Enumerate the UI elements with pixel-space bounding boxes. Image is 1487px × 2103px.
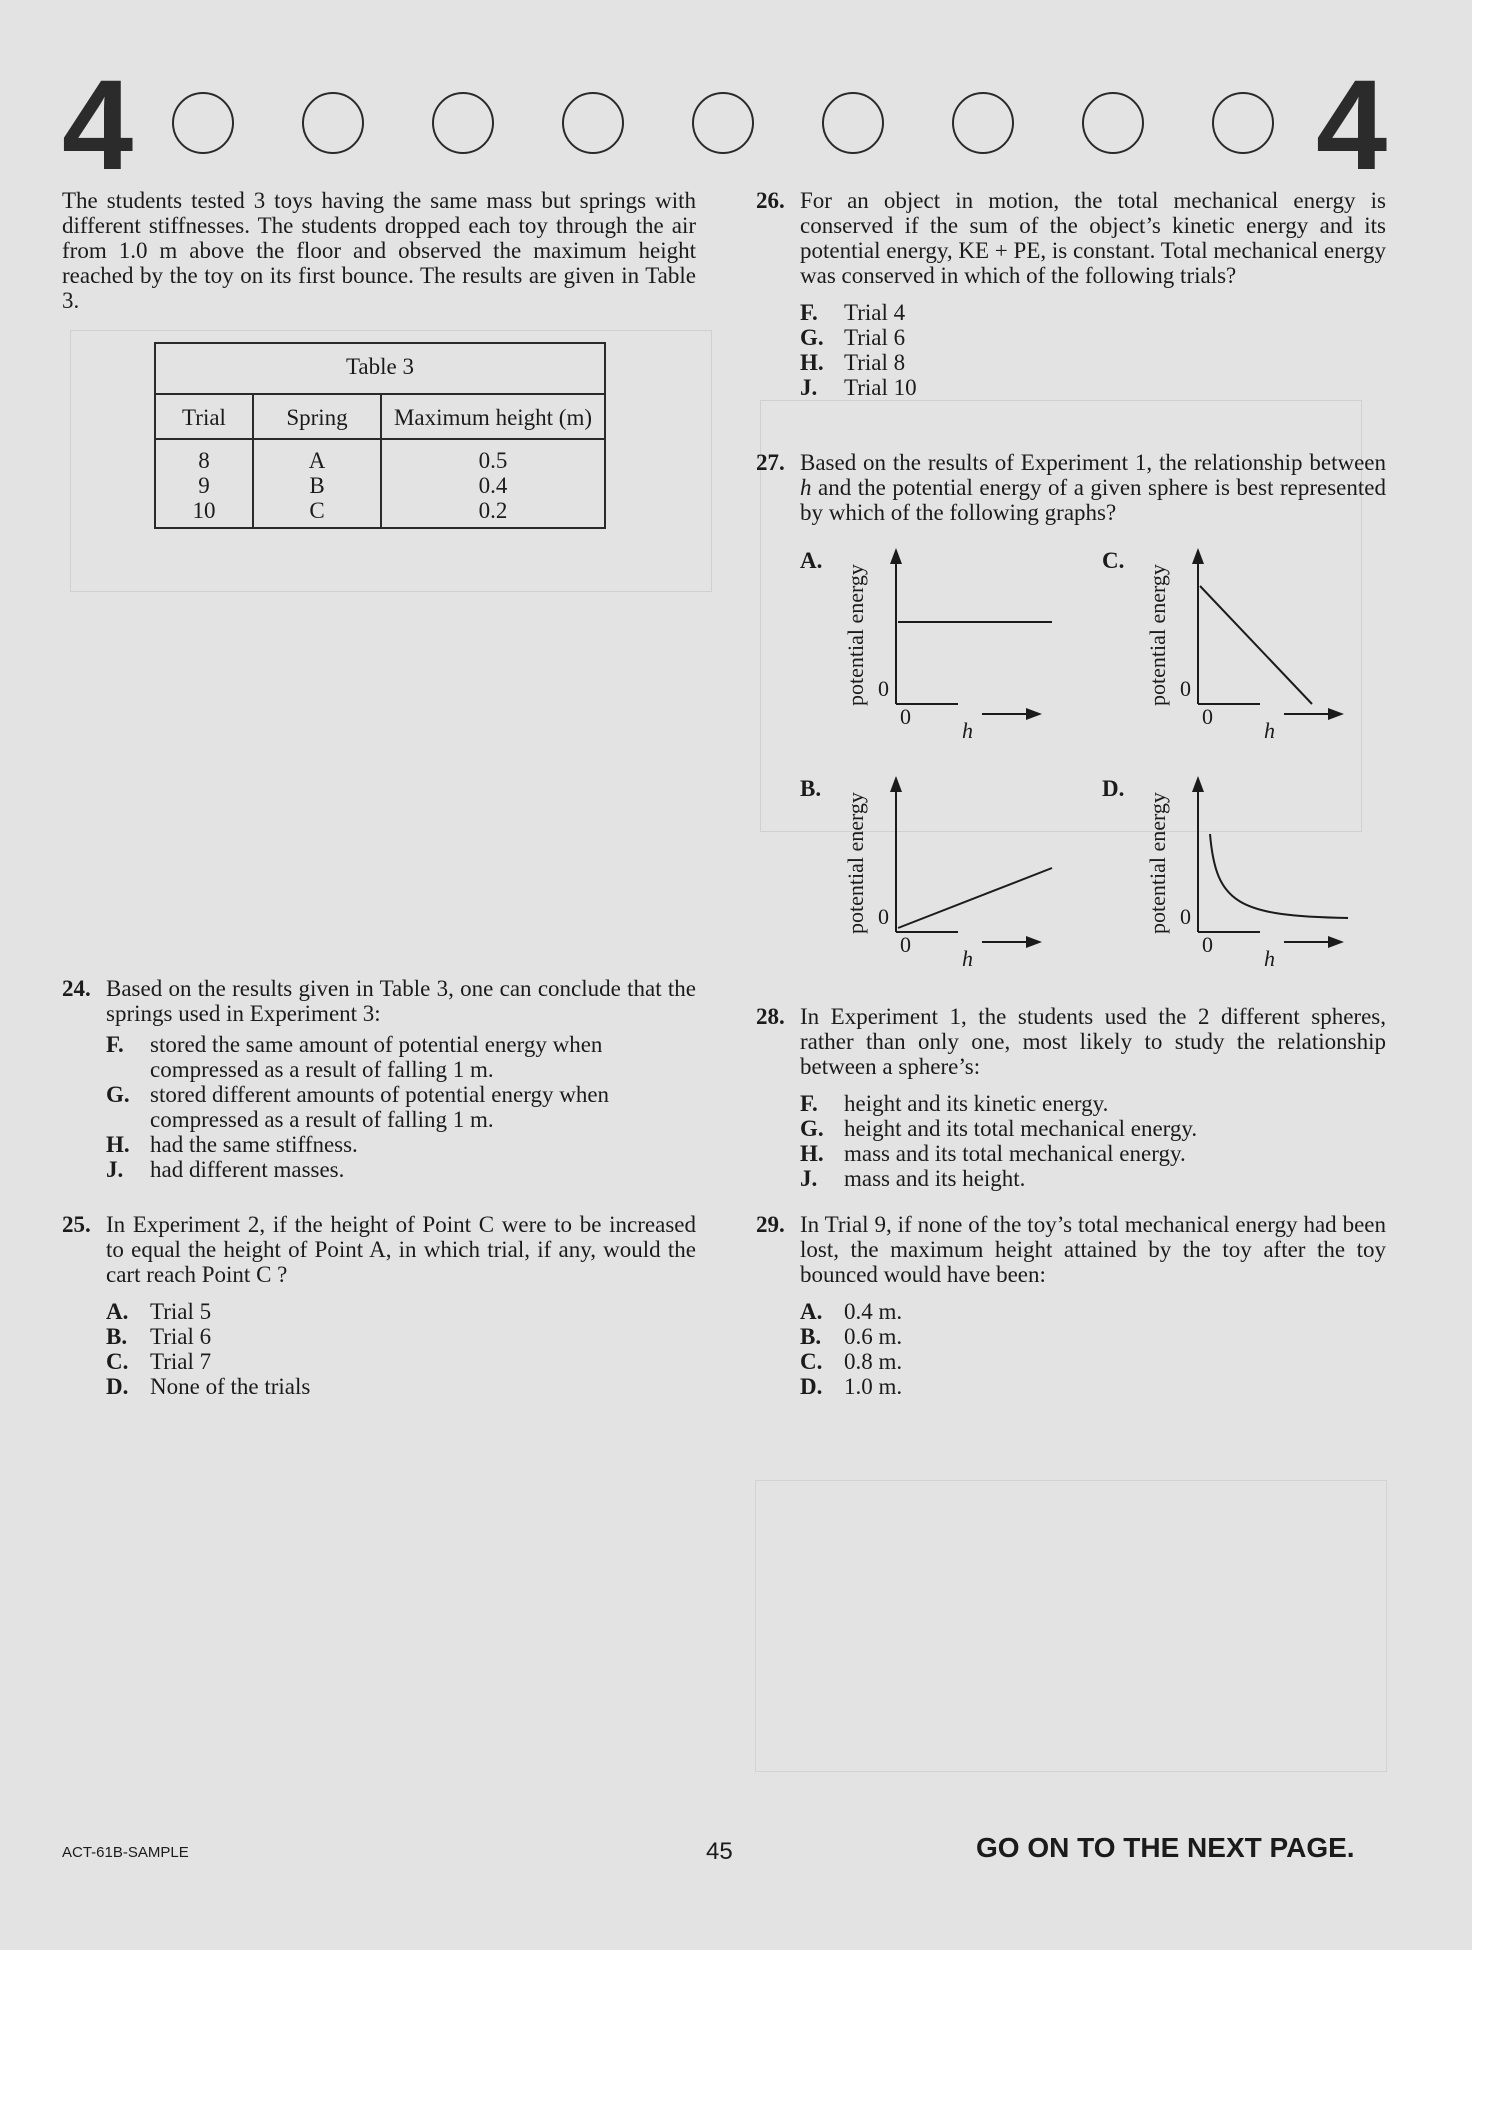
table-cell: A — [308, 448, 326, 473]
question-29 — [756, 1212, 1386, 1399]
question-25 — [62, 1212, 696, 1399]
header-circle — [1082, 92, 1144, 154]
table-3 — [154, 342, 606, 529]
y-axis-label: potential energy — [843, 564, 868, 706]
table-column-spring — [253, 439, 381, 528]
next-page-instruction: GO ON TO THE NEXT PAGE. — [976, 1832, 1355, 1863]
answer-option-j[interactable]: J. Trial 10 — [800, 375, 917, 400]
answer-option-g[interactable]: G. height and its total mechanical energy. — [800, 1116, 1198, 1141]
table-cell: 0.4 — [478, 473, 508, 498]
table-cell: 9 — [198, 473, 210, 498]
answer-option-f[interactable]: F. Trial 4 — [800, 300, 906, 325]
graph-option-a-letter[interactable]: A. — [800, 548, 823, 573]
question-stem: Based on the results given in Table 3, one can conclude that the springs used in Experiment 3: — [106, 976, 696, 1026]
answer-option-h[interactable]: H. had the same stiffness. — [106, 1132, 358, 1157]
header-circle — [172, 92, 234, 154]
header-circle — [562, 92, 624, 154]
header-circle — [302, 92, 364, 154]
graph-option-d[interactable] — [1138, 768, 1378, 968]
section-number-left: 4 — [62, 54, 134, 197]
question-stem: Based on the results of Experiment 1, the relationship between h and the potential energy of a given sphere is best represented by which of the following graphs? — [800, 450, 1386, 525]
x-axis-label: h — [1264, 946, 1275, 968]
table-cell: 0.5 — [478, 448, 508, 473]
question-number: 29. — [756, 1212, 785, 1237]
passage-text: The students tested 3 toys having the same mass but springs with different stiffnesses. The students dropped each toy through the air from 1.0 m above the floor and observed the maximum height reached by the toy on its first bounce. The results are given in Table 3. — [62, 188, 696, 313]
table-cell: 10 — [192, 498, 216, 523]
header-circle — [1212, 92, 1274, 154]
answer-option-j[interactable]: J. had different masses. — [106, 1157, 345, 1182]
table-cell: 8 — [198, 448, 210, 473]
graph-option-b-letter[interactable]: B. — [800, 776, 822, 801]
column-header-spring: Spring — [253, 394, 381, 439]
answer-option-a[interactable]: A. 0.4 m. — [800, 1299, 903, 1324]
header-circle — [822, 92, 884, 154]
question-number: 27. — [756, 450, 785, 475]
question-stem: For an object in motion, the total mechanical energy is conserved if the sum of the object’s kinetic energy and its potential energy, KE + PE, is constant. Total mechanical energy was conserved in which of the following trials? — [800, 188, 1386, 288]
table-column-trial — [155, 439, 253, 528]
answer-option-h[interactable]: H. Trial 8 — [800, 350, 906, 375]
origin-y-label: 0 — [1180, 904, 1191, 929]
answer-option-d[interactable]: D. 1.0 m. — [800, 1374, 903, 1399]
answer-option-b[interactable]: B. Trial 6 — [106, 1324, 212, 1349]
answer-option-c[interactable]: C. 0.8 m. — [800, 1349, 903, 1374]
graph-option-c-letter[interactable]: C. — [1102, 548, 1125, 573]
y-axis-label: potential energy — [1145, 792, 1170, 934]
header-circle — [952, 92, 1014, 154]
graph-option-b[interactable] — [836, 768, 1076, 968]
bleed-through-text — [755, 1480, 1387, 1772]
origin-x-label: 0 — [1202, 932, 1213, 957]
graph-option-c[interactable] — [1138, 540, 1378, 740]
answer-option-a[interactable]: A. Trial 5 — [106, 1299, 212, 1324]
answer-option-j[interactable]: J. mass and its height. — [800, 1166, 1026, 1191]
table-cell: 0.2 — [478, 498, 508, 523]
answer-option-c[interactable]: C. Trial 7 — [106, 1349, 212, 1374]
header-circle — [432, 92, 494, 154]
question-26 — [756, 188, 1386, 400]
answer-option-d[interactable]: D. None of the trials — [106, 1374, 311, 1399]
origin-y-label: 0 — [878, 676, 889, 701]
answer-option-h[interactable]: H. mass and its total mechanical energy. — [800, 1141, 1186, 1166]
origin-y-label: 0 — [878, 904, 889, 929]
column-header-max-height: Maximum height (m) — [381, 394, 605, 439]
question-number: 25. — [62, 1212, 91, 1237]
question-number: 28. — [756, 1004, 785, 1029]
graph-option-d-letter[interactable]: D. — [1102, 776, 1125, 801]
origin-x-label: 0 — [900, 932, 911, 957]
origin-x-label: 0 — [1202, 704, 1213, 729]
answer-option-f[interactable]: F. stored the same amount of potential energy when compressed as a result of falling 1 m. — [106, 1032, 603, 1082]
page-number: 45 — [706, 1838, 733, 1865]
header-circle — [692, 92, 754, 154]
question-24 — [62, 976, 696, 1182]
x-axis-label: h — [962, 946, 973, 968]
y-axis-label: potential energy — [843, 792, 868, 934]
origin-x-label: 0 — [900, 704, 911, 729]
section-number-right: 4 — [1316, 54, 1388, 197]
graph-option-a[interactable] — [836, 540, 1076, 740]
form-code: ACT-61B-SAMPLE — [62, 1844, 189, 1861]
answer-option-g[interactable]: G. Trial 6 — [800, 325, 906, 350]
question-stem: In Experiment 1, the students used the 2 different spheres, rather than only one, most likely to study the relationship between a sphere’s: — [800, 1004, 1386, 1079]
answer-option-g[interactable]: G. stored different amounts of potential energy when compressed as a result of falling 1 m. — [106, 1082, 610, 1132]
table-cell: C — [309, 498, 325, 523]
question-28 — [756, 1004, 1386, 1191]
x-axis-label: h — [962, 718, 973, 740]
plot-curve — [1210, 834, 1348, 918]
question-stem: In Trial 9, if none of the toy’s total mechanical energy had been lost, the maximum height attained by the toy after the toy bounced would have been: — [800, 1212, 1386, 1287]
answer-option-f[interactable]: F. height and its kinetic energy. — [800, 1091, 1109, 1116]
x-axis-label: h — [1264, 718, 1275, 740]
question-stem: In Experiment 2, if the height of Point C were to be increased to equal the height of Point A, in which trial, if any, would the cart reach Point C ? — [106, 1212, 696, 1287]
table-cell: B — [309, 473, 325, 498]
y-axis-label: potential energy — [1145, 564, 1170, 706]
column-header-trial: Trial — [155, 394, 253, 439]
table-column-max-height — [381, 439, 605, 528]
origin-y-label: 0 — [1180, 676, 1191, 701]
question-27 — [756, 450, 1386, 525]
question-number: 26. — [756, 188, 785, 213]
answer-option-b[interactable]: B. 0.6 m. — [800, 1324, 903, 1349]
plot-curve — [1200, 586, 1312, 704]
plot-curve — [898, 868, 1052, 928]
table-caption: Table 3 — [155, 343, 605, 394]
question-number: 24. — [62, 976, 91, 1001]
